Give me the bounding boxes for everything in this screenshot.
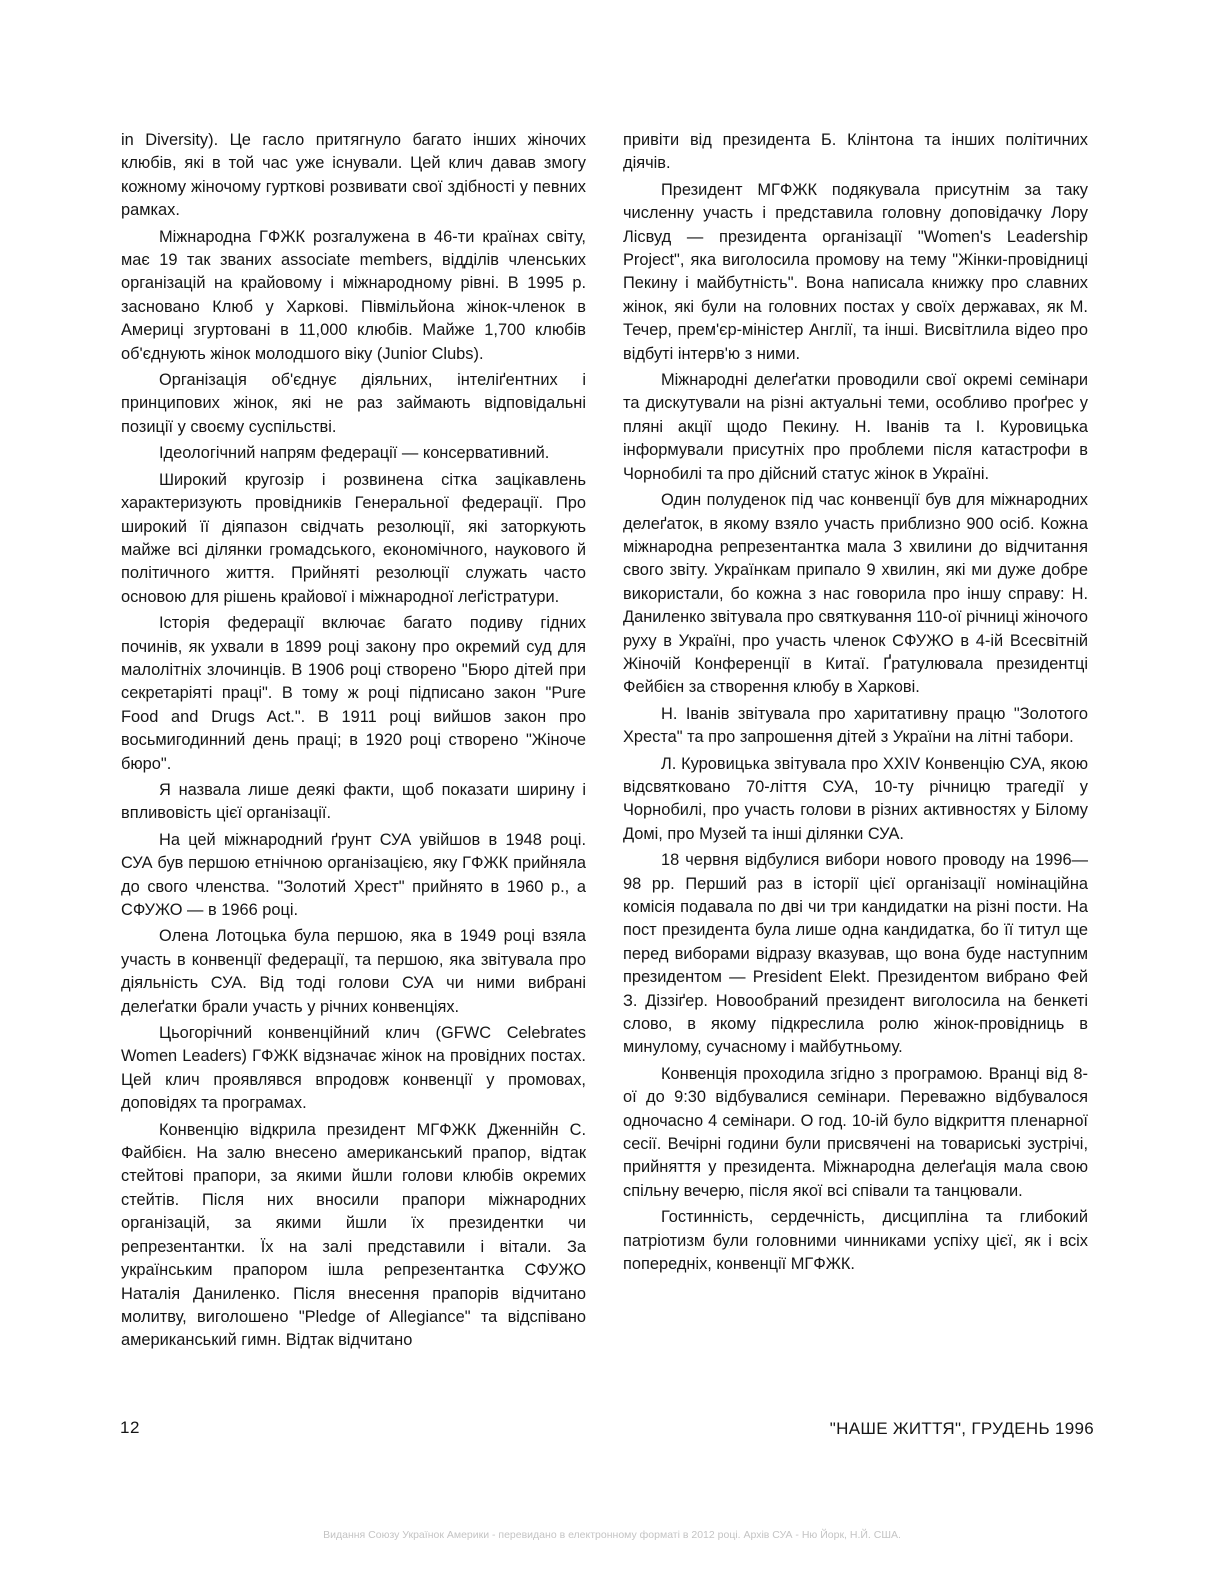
paragraph: Конвенцію відкрила президент МГФЖК Дженнійн С. Файбієн. На залю внесено американський прапор, відтак стейтові прапори, за якими йшли голови клюбів окремих стейтів. Після них вносили прапори міжнародних організацій, за якими йшли їх президентки чи репрезентантки. Їх на залі представили і вітали. За українським прапором ішла репрезентантка СФУЖО Наталія Даниленко. Після внесення прапорів відчитано молитву, виголошено "Pledge of Allegiance" та відспівано американський гимн. Відтак відчитано — [121, 1120, 586, 1350]
paragraph: Н. Іванів звітувала про харитативну працю "Золотого Хреста" та про запрошення дітей з України на літні табори. — [623, 704, 1088, 747]
paragraph: Міжнародні делеґатки проводили свої окремі семінари та дискутували на різні актуальні теми, особливо проґрес у пляні акції щодо Пекину. Н. Іванів та І. Куровицька інформували присутніх про проблеми після катастрофи в Чорнобилі та про дійсний статус жінок в Україні. — [623, 371, 1088, 483]
paragraph: Організація об'єднує діяльних, інтеліґентних і принципових жінок, які не раз займають відповідальні позиції у своєму суспільстві. — [121, 371, 586, 436]
right-column — [623, 129, 1088, 1280]
paragraph: Ідеологічний напрям федерації — консервативний. — [159, 444, 550, 463]
paragraph: Міжнародна ГФЖК розгалужена в 46-ти країнах світу, має 19 так званих associate members, відділів членських організацій на крайовому і міжнародному рівні. В 1995 р. засновано Клюб у Харкові. Пiвмільйона жінок-членок в Америці згуртовані в 11,000 клюбів. Майже 1,700 клюбів об'єднують жінок молодшого віку (Junior Clubs). — [121, 227, 586, 363]
paragraph: На цей міжнародний ґрунт СУА увійшов в 1948 році. СУА був першою етнічною організацією, яку ГФЖК прийняла до свого членства. "Золотий Хрест" прийнято в 1960 р., а СФУЖО — в 1966 році. — [121, 830, 586, 919]
paragraph: Широкий кругозір і розвинена сітка зацікавлень характеризують провідників Генеральної федерації. Про широкий її діяпазон свідчать резолюції, які заторкують майже всі ділянки громадського, економічного, наукового й політичного життя. Прийняті резолюції служать часто основою для рішень крайової і міжнародної леґістратури. — [121, 470, 586, 606]
paragraph: привіти від президента Б. Клінтона та інших політичних діячів. — [623, 131, 1088, 173]
paragraph: Гостинність, сердечність, дисципліна та глибокий патріотизм були головними чинниками успіху цієї, як і всіх попередніх, конвенції МГФЖК. — [623, 1208, 1088, 1274]
archive-watermark: Видання Союзу Українок Америки - перевидано в електронному форматі в 2012 році. Архів СУА - Ню Йорк, Н.Й. США. — [323, 1529, 901, 1541]
paragraph: Історія федерації включає багато подиву гідних починів, як ухвали в 1899 році закону про окремий суд для малолітніх злочинців. В 1906 році створено "Бюро дітей при секретаріяті праці". В тому ж році підписано закон "Pure Food and Drugs Act.". В 1911 році вийшов закон про восьмигодинний день праці; в 1920 році створено "Жіноче бюро". — [121, 614, 586, 773]
page-number: 12 — [120, 1418, 140, 1437]
paragraph: Олена Лотоцька була першою, яка в 1949 році взяла участь в конвенції федерації, та першою, яка звітувала про діяльність СУА. Від тоді голови СУА чи ними вибрані делеґатки брали участь у річних конвенціях. — [121, 927, 586, 1016]
paragraph: Президент МГФЖК подякувала присутнім за таку численну участь і представила головну доповідачку Лору Лісвуд — президента організації "Women's Leadership Project", яка виголосила промову на тему "Жінки-провідниці Пекину і майбутність". Вона написала книжку про славних жінок, які були на головних постах у своїх державах, як М. Течер, прем'єр-міністер Англії, та інші. Висвітлила відео про відбуті інтерв'ю з ними. — [623, 180, 1088, 363]
paragraph: Конвенція проходила згідно з програмою. Вранці від 8-ої до 9:30 відбувалися семінари. Переважно відбувалося одночасно 4 семінари. О год. 10-ій було відкриття пленарної сесії. Вечірні години були присвячені на товариські зустрічі, прийняття у президента. Міжнародна делеґація мала свою спільну вечерю, після якої всі співали та танцювали. — [623, 1064, 1088, 1200]
journal-title: "НАШЕ ЖИТТЯ", ГРУДЕНЬ 1996 — [829, 1419, 1094, 1438]
paragraph: Я назвала лише деякі факти, щоб показати ширину і впливовість цієї організації. — [121, 780, 586, 823]
paragraph: in Diversity). Це гасло притягнуло багато інших жіночих клюбів, які в той час уже існували. Цей клич давав змогу кожному жіночому гуртковi розвивати свої здібності у певних рамках. — [121, 131, 586, 220]
left-column — [121, 129, 586, 1356]
paragraph: 18 червня відбулися вибори нового проводу на 1996—98 рр. Перший раз в історії цієї організації номінаційна комісія подавала по дві чи три кандидатки на різні пости. На пост президента була лише одна кандидатка, бо її титул ще перед виборами відразу вказував, що вона буде наступним президентом — President Elekt. Президентом вибрано Фей З. Дiззiґер. Новообраний президент виголосила на бенкеті слово, в якому підкреслила ролю жінок-провідниць в минулому, сучасному і майбутньому. — [623, 851, 1088, 1057]
paragraph: Л. Куровицька звітувала про XXIV Конвенцію СУА, якою відсвятковано 70-ліття СУА, 10-ту річницю трагедії у Чорнобилі, про участь голови в різних активностях у Білому Домі, про Музей та інші ділянки СУА. — [623, 754, 1088, 843]
paragraph: Один полуденок під час конвенції був для міжнародних делеґаток, в якому взяло участь приблизно 900 осіб. Кожна міжнародна репрезентантка мала 3 хвилини до відчитання свого звіту. Українкам припало 9 хвилин, які ми дуже добре використали, бо кожна з нас говорила про іншу справу: Н. Даниленко звітувала про святкування 110-ої річниці жіночого руху в Україні, про участь членок СФУЖО в 4-ій Всесвітній Жіночій Конференції в Китаї. Ґратулювала президентці Фейбієн за створення клюбу в Харкові. — [623, 491, 1088, 697]
paragraph: Цьогорічний конвенційний клич (GFWC Celebrates Women Leaders) ГФЖК відзначає жінок на провідних постах. Цей клич проявлявся впродовж конвенції у промовах, доповідях та програмах. — [121, 1024, 586, 1113]
